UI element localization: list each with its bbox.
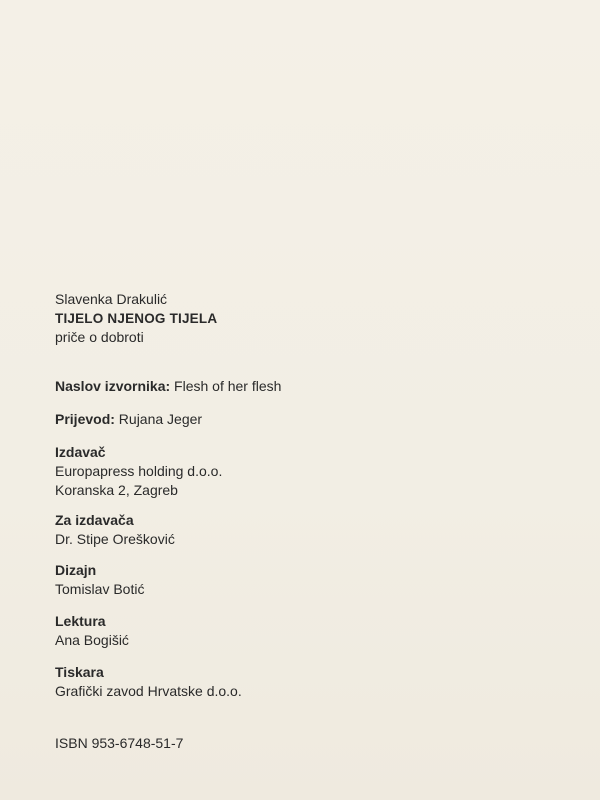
translation-line [55, 410, 202, 429]
for-publisher-value: Dr. Stipe Orešković [55, 531, 175, 547]
original-title-value: Flesh of her flesh [174, 378, 282, 394]
translation-value: Rujana Jeger [118, 411, 203, 427]
author-name: Slavenka Drakulić [55, 291, 168, 307]
design-value: Tomislav Botić [55, 581, 145, 597]
book-title: TIJELO NJENOG TIJELA [55, 311, 218, 326]
proofreading-value: Ana Bogišić [55, 632, 129, 648]
isbn-line [55, 734, 183, 753]
publisher-block [55, 443, 222, 500]
original-title-line [55, 377, 281, 396]
original-title-label: Naslov izvornika: [55, 378, 171, 394]
publisher-name: Europapress holding d.o.o. [55, 463, 223, 479]
printing-block [55, 663, 242, 701]
publisher-address: Koranska 2, Zagreb [55, 482, 178, 498]
publisher-label: Izdavač [55, 444, 106, 460]
proofreading-label: Lektura [55, 613, 106, 629]
design-label: Dizajn [55, 562, 97, 578]
printing-value: Grafički zavod Hrvatske d.o.o. [55, 683, 242, 699]
isbn-value: ISBN 953-6748-51-7 [55, 735, 184, 751]
printing-label: Tiskara [55, 664, 104, 680]
book-subtitle: priče o dobroti [55, 329, 144, 345]
translation-label: Prijevod: [55, 411, 115, 427]
author-title-block [55, 290, 217, 347]
design-block [55, 561, 144, 599]
for-publisher-label: Za izdavača [55, 512, 134, 528]
for-publisher-block [55, 511, 175, 549]
proofreading-block [55, 612, 129, 650]
